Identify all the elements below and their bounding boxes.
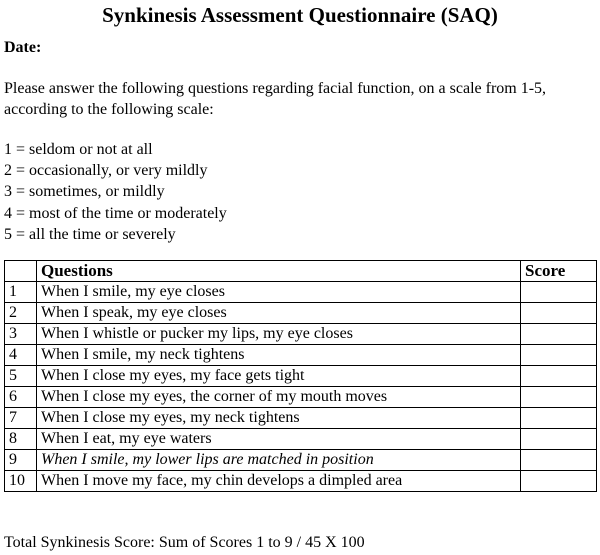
score-cell[interactable]: [521, 450, 597, 471]
question-text: When I close my eyes, my face gets tight: [37, 366, 521, 387]
question-number: 3: [5, 324, 37, 345]
question-number: 8: [5, 429, 37, 450]
question-number: 2: [5, 303, 37, 324]
total-score-formula: Total Synkinesis Score: Sum of Scores 1 to 9 / 45 X 100: [4, 534, 365, 551]
question-number: 5: [5, 366, 37, 387]
scale-item-2: 2 = occasionally, or very mildly: [4, 162, 208, 180]
table-header-row: [5, 261, 597, 282]
table-row: [5, 324, 597, 345]
question-text: When I move my face, my chin develops a dimpled area: [37, 471, 521, 492]
question-text: When I close my eyes, the corner of my mouth moves: [37, 387, 521, 408]
question-number: 6: [5, 387, 37, 408]
questions-table: [4, 260, 597, 492]
question-text: When I smile, my lower lips are matched in position: [37, 450, 521, 471]
score-column-header: Score: [521, 261, 597, 282]
question-text: When I smile, my eye closes: [37, 282, 521, 303]
scale-item-1: 1 = seldom or not at all: [4, 141, 153, 158]
number-column-header: [5, 261, 37, 282]
score-cell[interactable]: [521, 387, 597, 408]
score-cell[interactable]: [521, 471, 597, 492]
question-number: 7: [5, 408, 37, 429]
score-cell[interactable]: [521, 366, 597, 387]
question-number: 10: [5, 471, 37, 492]
score-cell[interactable]: [521, 429, 597, 450]
question-number: 4: [5, 345, 37, 366]
instructions-text: Please answer the following questions regarding facial function, on a scale from 1-5, according to the following scale:: [4, 80, 547, 118]
score-cell[interactable]: [521, 408, 597, 429]
table-row: [5, 366, 597, 387]
score-cell[interactable]: [521, 324, 597, 345]
table-row: [5, 450, 597, 471]
scale-item-3: 3 = sometimes, or mildly: [4, 183, 165, 201]
question-text: When I close my eyes, my neck tightens: [37, 408, 521, 429]
page-title: Synkinesis Assessment Questionnaire (SAQ): [102, 3, 498, 27]
questions-column-header: Questions: [37, 261, 521, 282]
date-label: Date:: [4, 39, 42, 56]
question-text: When I smile, my neck tightens: [37, 345, 521, 366]
table-row: [5, 345, 597, 366]
score-cell[interactable]: [521, 345, 597, 366]
question-number: 9: [5, 450, 37, 471]
scale-item-5: 5 = all the time or severely: [4, 225, 176, 243]
question-number: 1: [5, 282, 37, 303]
question-text: When I whistle or pucker my lips, my eye closes: [37, 324, 521, 345]
table-row: [5, 303, 597, 324]
table-row: [5, 387, 597, 408]
table-row: [5, 429, 597, 450]
rating-scale-legend: [4, 139, 227, 245]
table-row: [5, 282, 597, 303]
question-text: When I speak, my eye closes: [37, 303, 521, 324]
question-text: When I eat, my eye waters: [37, 429, 521, 450]
table-row: [5, 408, 597, 429]
score-cell[interactable]: [521, 282, 597, 303]
scale-item-4: 4 = most of the time or moderately: [4, 204, 227, 222]
table-row: [5, 471, 597, 492]
score-cell[interactable]: [521, 303, 597, 324]
